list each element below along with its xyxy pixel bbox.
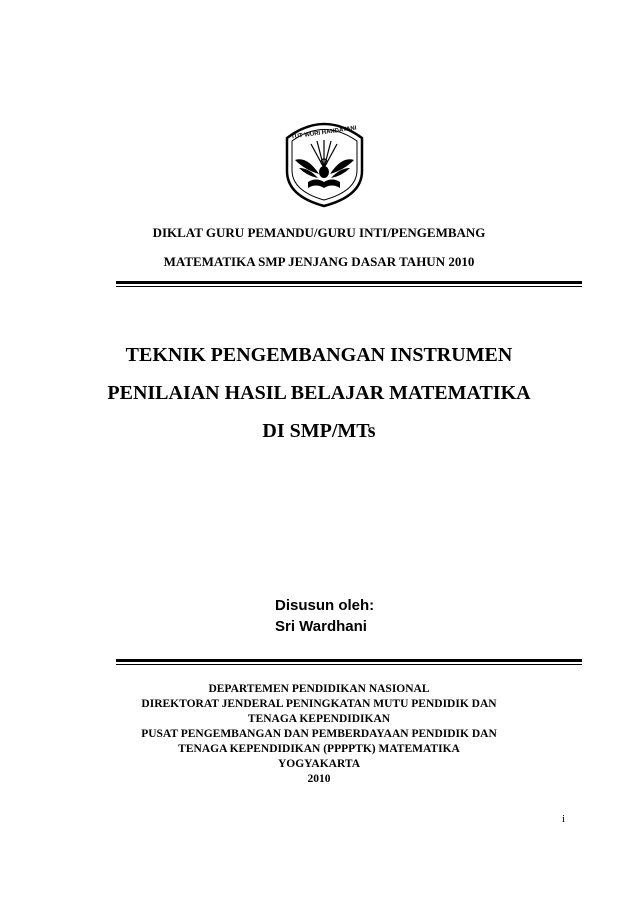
institution-year: 2010: [307, 773, 331, 785]
institution-line2: DIREKTORAT JENDERAL PENINGKATAN MUTU PENDIDIK DAN: [141, 698, 497, 710]
program-title-line2: MATEMATIKA SMP JENJANG DASAR TAHUN 2010: [163, 254, 475, 269]
document-title-line3: DI SMP/MTs: [262, 420, 376, 442]
document-title-line1: TEKNIK PENGEMBANGAN INSTRUMEN: [125, 344, 513, 366]
author-name: Sri Wardhani: [275, 618, 367, 635]
author-label: Disusun oleh:: [275, 597, 375, 614]
institution-line4: PUSAT PENGEMBANGAN DAN PEMBERDAYAAN PENDIDIK DAN: [141, 728, 497, 740]
divider-bottom: [116, 659, 582, 665]
institution-line5: TENAGA KEPENDIDIKAN (PPPPTK) MATEMATIKA: [178, 743, 460, 755]
document-title-line2: PENILAIAN HASIL BELAJAR MATEMATIKA: [107, 382, 531, 404]
divider-top: [116, 281, 582, 287]
institution-city: YOGYAKARTA: [277, 758, 361, 770]
institution-line1: DEPARTEMEN PENDIDIKAN NASIONAL: [208, 683, 430, 695]
institution-line3: TENAGA KEPENDIDIKAN: [247, 713, 391, 725]
program-title-line1: DIKLAT GURU PEMANDU/GURU INTI/PENGEMBANG: [152, 225, 486, 240]
svg-text:TUT WURI HANDAYANI: TUT WURI HANDAYANI: [290, 125, 357, 141]
page-number: i: [562, 813, 566, 825]
tut-wuri-handayani-logo: [281, 116, 368, 208]
